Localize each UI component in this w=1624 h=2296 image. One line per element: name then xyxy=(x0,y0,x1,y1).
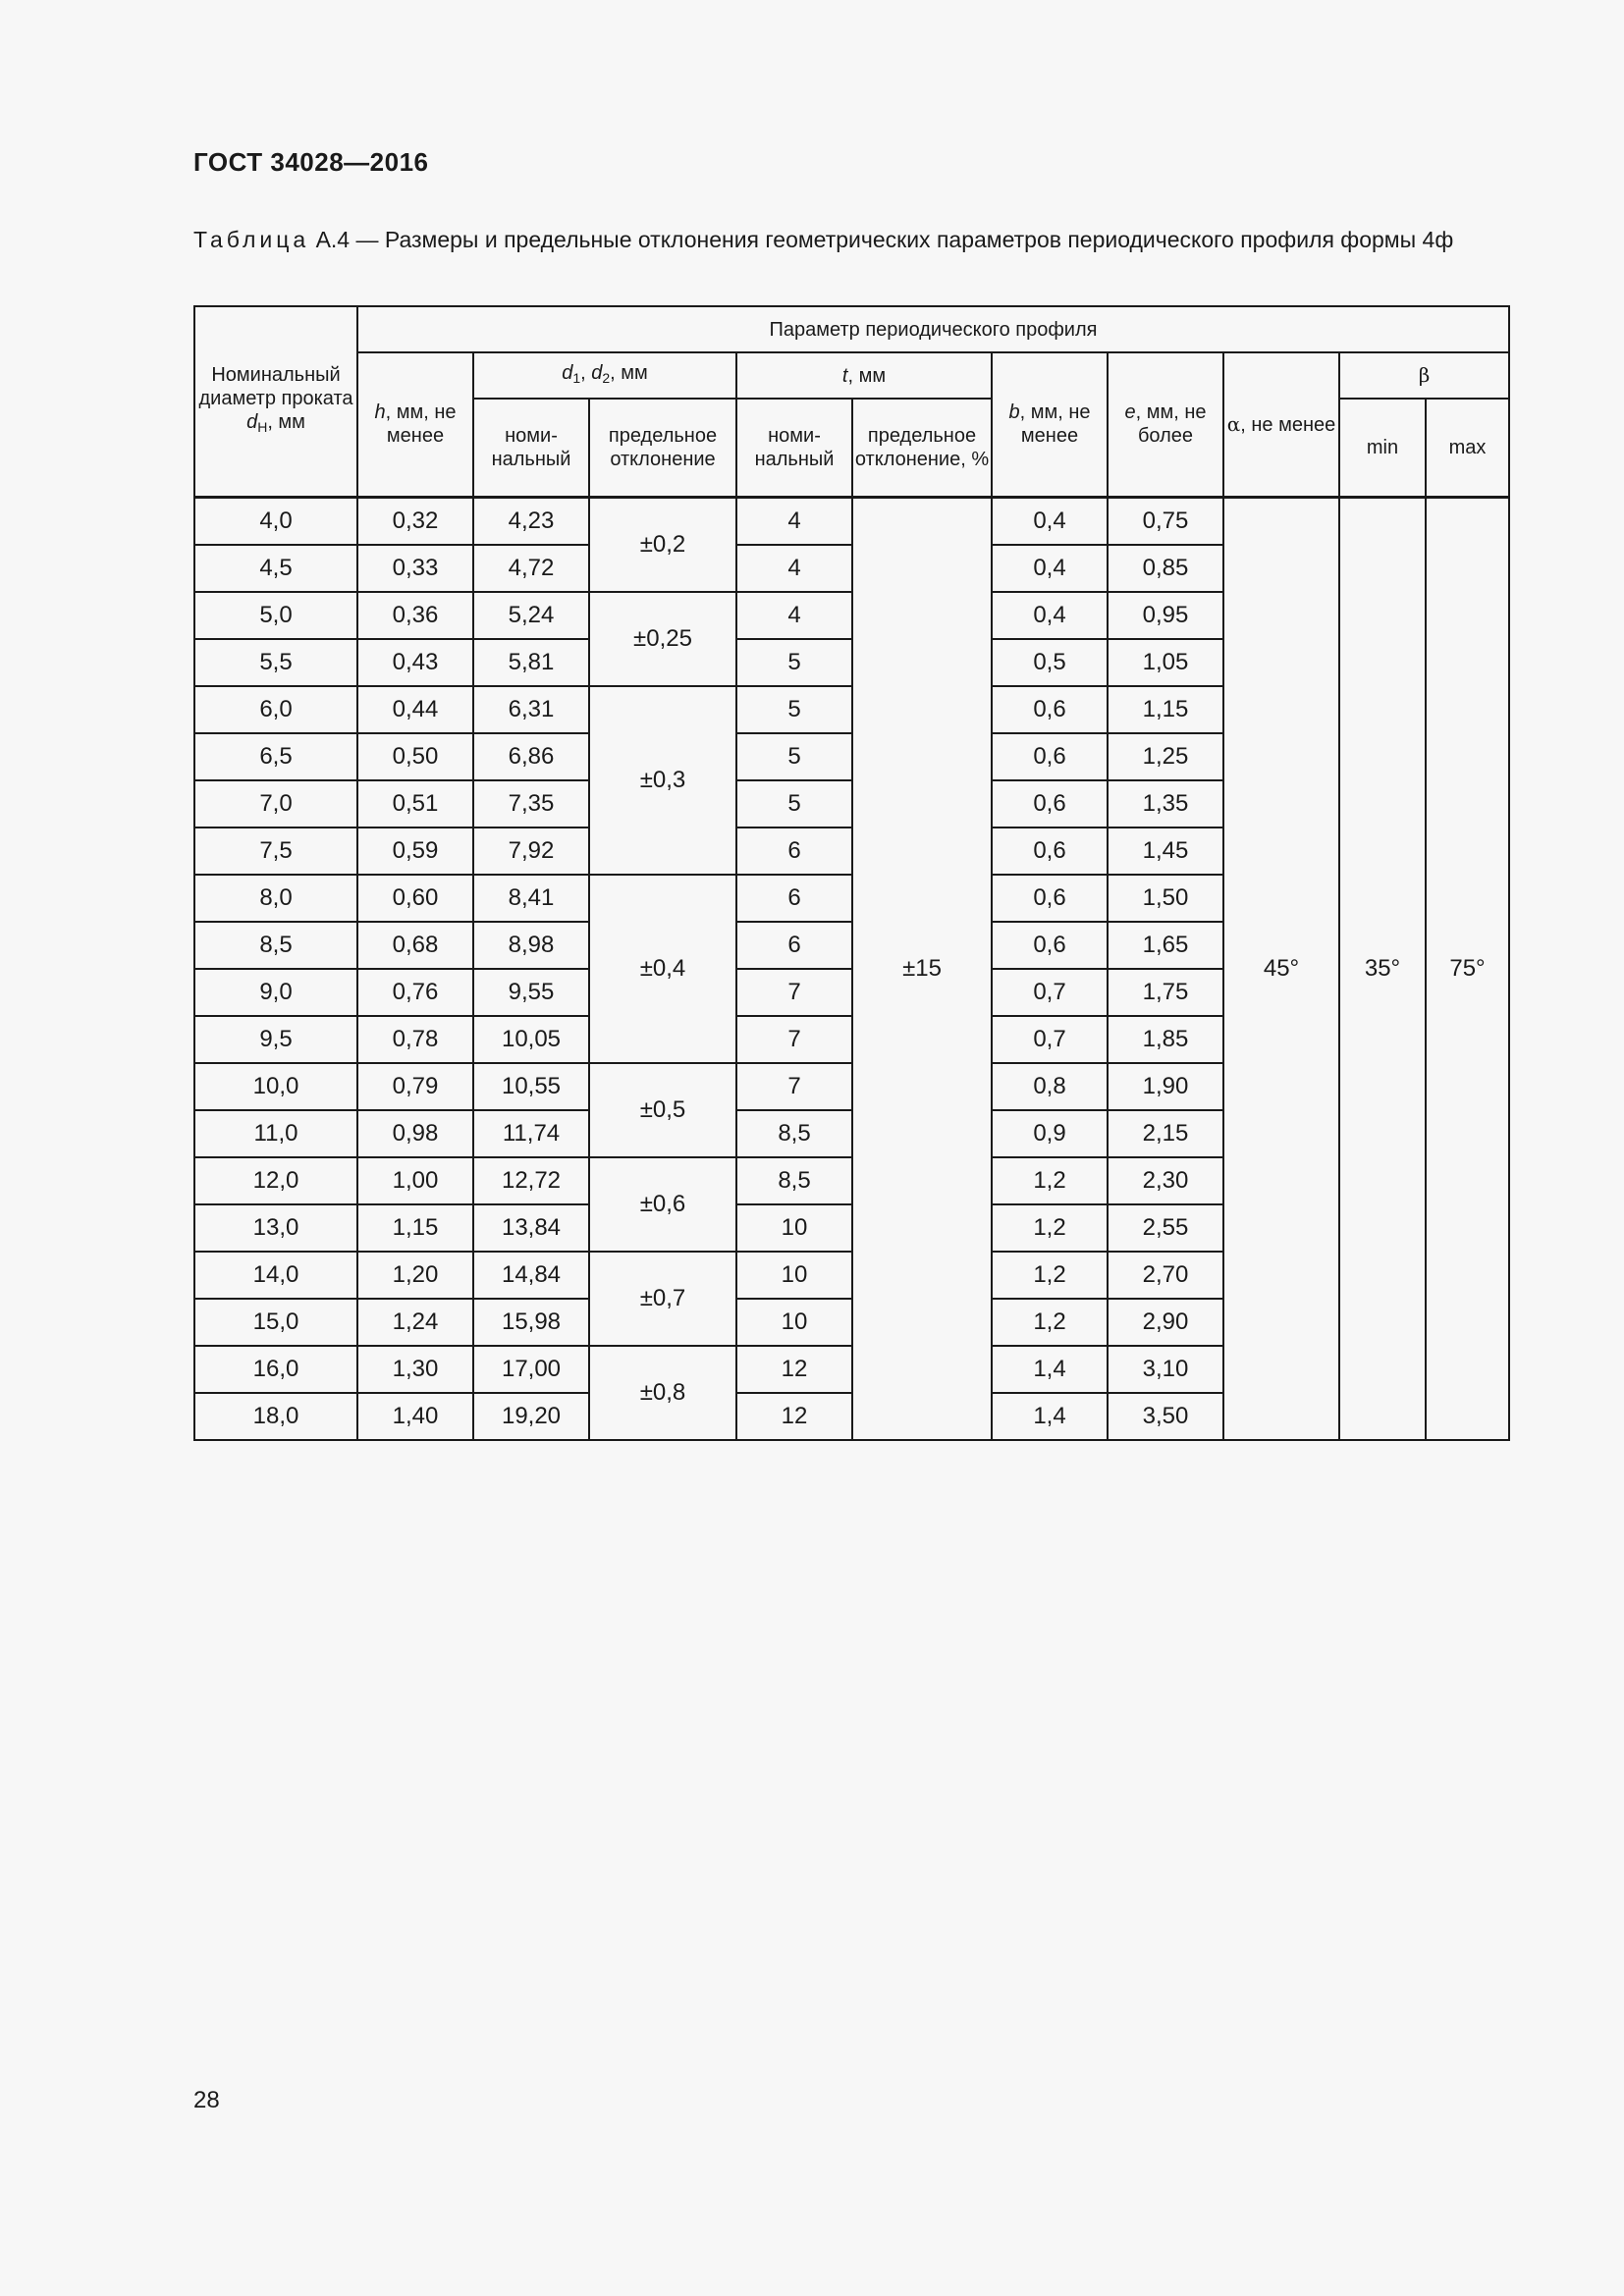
cell-d-nominal: 13,84 xyxy=(473,1204,589,1252)
header-parameter-group: Параметр периодического профиля xyxy=(357,306,1509,352)
caption-text: А.4 — Размеры и предельные отклонения геометрических параметров периодического профиля формы 4ф xyxy=(309,227,1454,252)
cell-d-nominal: 8,98 xyxy=(473,922,589,969)
cell-h: 1,30 xyxy=(357,1346,473,1393)
cell-t-nominal: 8,5 xyxy=(736,1110,852,1157)
cell-nominal-diameter: 16,0 xyxy=(194,1346,357,1393)
header-t-deviation: предельное отклонение, % xyxy=(852,399,992,497)
cell-nominal-diameter: 4,5 xyxy=(194,545,357,592)
cell-d-deviation: ±0,25 xyxy=(589,592,736,686)
cell-h: 0,78 xyxy=(357,1016,473,1063)
cell-nominal-diameter: 8,0 xyxy=(194,875,357,922)
caption-prefix: Таблица xyxy=(193,227,310,252)
cell-b: 0,7 xyxy=(992,1016,1108,1063)
cell-d-nominal: 7,35 xyxy=(473,780,589,828)
cell-t-nominal: 12 xyxy=(736,1393,852,1440)
cell-b: 1,2 xyxy=(992,1204,1108,1252)
cell-b: 1,2 xyxy=(992,1157,1108,1204)
cell-h: 1,00 xyxy=(357,1157,473,1204)
cell-d-nominal: 5,81 xyxy=(473,639,589,686)
cell-nominal-diameter: 7,5 xyxy=(194,828,357,875)
cell-b: 0,9 xyxy=(992,1110,1108,1157)
cell-h: 0,60 xyxy=(357,875,473,922)
cell-b: 0,4 xyxy=(992,497,1108,545)
cell-t-nominal: 12 xyxy=(736,1346,852,1393)
cell-nominal-diameter: 8,5 xyxy=(194,922,357,969)
header-beta-min: min xyxy=(1339,399,1426,497)
cell-b: 1,2 xyxy=(992,1299,1108,1346)
document-code: ГОСТ 34028—2016 xyxy=(193,147,429,177)
cell-d-nominal: 6,31 xyxy=(473,686,589,733)
cell-b: 0,8 xyxy=(992,1063,1108,1110)
header-t-nominal: номи-нальный xyxy=(736,399,852,497)
cell-e: 1,25 xyxy=(1108,733,1223,780)
cell-d-deviation: ±0,4 xyxy=(589,875,736,1063)
cell-t-nominal: 5 xyxy=(736,733,852,780)
header-d-nominal: номи-нальный xyxy=(473,399,589,497)
cell-t-nominal: 7 xyxy=(736,969,852,1016)
cell-alpha: 45° xyxy=(1223,497,1339,1440)
cell-h: 0,50 xyxy=(357,733,473,780)
cell-b: 0,6 xyxy=(992,922,1108,969)
cell-t-nominal: 5 xyxy=(736,780,852,828)
cell-nominal-diameter: 12,0 xyxy=(194,1157,357,1204)
cell-h: 0,59 xyxy=(357,828,473,875)
header-t: t, мм xyxy=(736,352,992,399)
cell-e: 0,75 xyxy=(1108,497,1223,545)
table-caption xyxy=(193,225,1507,255)
cell-d-deviation: ±0,8 xyxy=(589,1346,736,1440)
cell-h: 0,68 xyxy=(357,922,473,969)
cell-d-deviation: ±0,5 xyxy=(589,1063,736,1157)
cell-d-deviation: ±0,3 xyxy=(589,686,736,875)
header-alpha: α, не менее xyxy=(1223,352,1339,497)
cell-b: 1,2 xyxy=(992,1252,1108,1299)
cell-nominal-diameter: 4,0 xyxy=(194,497,357,545)
cell-d-deviation: ±0,6 xyxy=(589,1157,736,1252)
cell-d-nominal: 4,72 xyxy=(473,545,589,592)
table-row xyxy=(194,497,1509,545)
cell-h: 0,43 xyxy=(357,639,473,686)
header-e: e, мм, не более xyxy=(1108,352,1223,497)
cell-t-nominal: 4 xyxy=(736,545,852,592)
cell-e: 0,95 xyxy=(1108,592,1223,639)
table-body xyxy=(194,497,1509,1440)
cell-d-nominal: 11,74 xyxy=(473,1110,589,1157)
cell-t-nominal: 4 xyxy=(736,497,852,545)
cell-h: 0,33 xyxy=(357,545,473,592)
cell-h: 1,15 xyxy=(357,1204,473,1252)
cell-nominal-diameter: 15,0 xyxy=(194,1299,357,1346)
cell-e: 2,55 xyxy=(1108,1204,1223,1252)
cell-nominal-diameter: 18,0 xyxy=(194,1393,357,1440)
cell-e: 3,50 xyxy=(1108,1393,1223,1440)
cell-e: 2,30 xyxy=(1108,1157,1223,1204)
cell-e: 2,90 xyxy=(1108,1299,1223,1346)
header-beta: β xyxy=(1339,352,1509,399)
header-d: $d_1$, $d_2$, мм xyxy=(473,352,736,399)
cell-h: 0,32 xyxy=(357,497,473,545)
cell-h: 1,20 xyxy=(357,1252,473,1299)
cell-b: 0,6 xyxy=(992,686,1108,733)
cell-d-nominal: 17,00 xyxy=(473,1346,589,1393)
cell-e: 0,85 xyxy=(1108,545,1223,592)
cell-d-deviation: ±0,2 xyxy=(589,497,736,592)
cell-d-nominal: 14,84 xyxy=(473,1252,589,1299)
cell-b: 1,4 xyxy=(992,1393,1108,1440)
cell-h: 0,76 xyxy=(357,969,473,1016)
cell-d-nominal: 4,23 xyxy=(473,497,589,545)
cell-t-deviation: ±15 xyxy=(852,497,992,1440)
cell-t-nominal: 6 xyxy=(736,828,852,875)
cell-nominal-diameter: 13,0 xyxy=(194,1204,357,1252)
cell-nominal-diameter: 9,5 xyxy=(194,1016,357,1063)
cell-nominal-diameter: 6,0 xyxy=(194,686,357,733)
cell-e: 1,90 xyxy=(1108,1063,1223,1110)
cell-t-nominal: 10 xyxy=(736,1204,852,1252)
cell-d-nominal: 6,86 xyxy=(473,733,589,780)
cell-t-nominal: 6 xyxy=(736,875,852,922)
cell-h: 0,79 xyxy=(357,1063,473,1110)
cell-t-nominal: 6 xyxy=(736,922,852,969)
cell-beta-max: 75° xyxy=(1426,497,1509,1440)
cell-e: 1,65 xyxy=(1108,922,1223,969)
cell-b: 0,6 xyxy=(992,733,1108,780)
dimensions-table xyxy=(193,305,1510,1441)
cell-t-nominal: 10 xyxy=(736,1299,852,1346)
cell-nominal-diameter: 7,0 xyxy=(194,780,357,828)
cell-d-nominal: 15,98 xyxy=(473,1299,589,1346)
cell-h: 1,24 xyxy=(357,1299,473,1346)
header-nominal-diameter: Номинальный диаметр проката $d_Н$, мм xyxy=(194,306,357,497)
cell-b: 0,4 xyxy=(992,592,1108,639)
cell-nominal-diameter: 5,0 xyxy=(194,592,357,639)
cell-nominal-diameter: 11,0 xyxy=(194,1110,357,1157)
cell-e: 2,15 xyxy=(1108,1110,1223,1157)
cell-d-deviation: ±0,7 xyxy=(589,1252,736,1346)
cell-e: 1,05 xyxy=(1108,639,1223,686)
cell-t-nominal: 7 xyxy=(736,1063,852,1110)
cell-b: 0,6 xyxy=(992,780,1108,828)
cell-d-nominal: 5,24 xyxy=(473,592,589,639)
cell-d-nominal: 10,05 xyxy=(473,1016,589,1063)
cell-h: 1,40 xyxy=(357,1393,473,1440)
cell-e: 1,75 xyxy=(1108,969,1223,1016)
cell-d-nominal: 8,41 xyxy=(473,875,589,922)
cell-b: 1,4 xyxy=(992,1346,1108,1393)
cell-d-nominal: 7,92 xyxy=(473,828,589,875)
header-d-deviation: предельное отклонение xyxy=(589,399,736,497)
cell-e: 3,10 xyxy=(1108,1346,1223,1393)
cell-nominal-diameter: 6,5 xyxy=(194,733,357,780)
cell-t-nominal: 4 xyxy=(736,592,852,639)
cell-e: 1,35 xyxy=(1108,780,1223,828)
header-h: h, мм, не менее xyxy=(357,352,473,497)
cell-b: 0,4 xyxy=(992,545,1108,592)
cell-t-nominal: 7 xyxy=(736,1016,852,1063)
cell-b: 0,7 xyxy=(992,969,1108,1016)
cell-nominal-diameter: 5,5 xyxy=(194,639,357,686)
header-beta-max: max xyxy=(1426,399,1509,497)
cell-b: 0,6 xyxy=(992,828,1108,875)
cell-d-nominal: 19,20 xyxy=(473,1393,589,1440)
cell-nominal-diameter: 10,0 xyxy=(194,1063,357,1110)
cell-b: 0,6 xyxy=(992,875,1108,922)
cell-nominal-diameter: 14,0 xyxy=(194,1252,357,1299)
cell-b: 0,5 xyxy=(992,639,1108,686)
cell-d-nominal: 10,55 xyxy=(473,1063,589,1110)
cell-d-nominal: 12,72 xyxy=(473,1157,589,1204)
cell-t-nominal: 8,5 xyxy=(736,1157,852,1204)
cell-h: 0,36 xyxy=(357,592,473,639)
cell-h: 0,44 xyxy=(357,686,473,733)
cell-t-nominal: 5 xyxy=(736,686,852,733)
header-b: b, мм, не менее xyxy=(992,352,1108,497)
cell-beta-min: 35° xyxy=(1339,497,1426,1440)
cell-nominal-diameter: 9,0 xyxy=(194,969,357,1016)
cell-e: 1,15 xyxy=(1108,686,1223,733)
cell-e: 1,45 xyxy=(1108,828,1223,875)
cell-d-nominal: 9,55 xyxy=(473,969,589,1016)
page-number: 28 xyxy=(193,2087,220,2113)
cell-t-nominal: 10 xyxy=(736,1252,852,1299)
cell-e: 1,85 xyxy=(1108,1016,1223,1063)
cell-t-nominal: 5 xyxy=(736,639,852,686)
cell-e: 2,70 xyxy=(1108,1252,1223,1299)
cell-h: 0,51 xyxy=(357,780,473,828)
cell-h: 0,98 xyxy=(357,1110,473,1157)
cell-e: 1,50 xyxy=(1108,875,1223,922)
